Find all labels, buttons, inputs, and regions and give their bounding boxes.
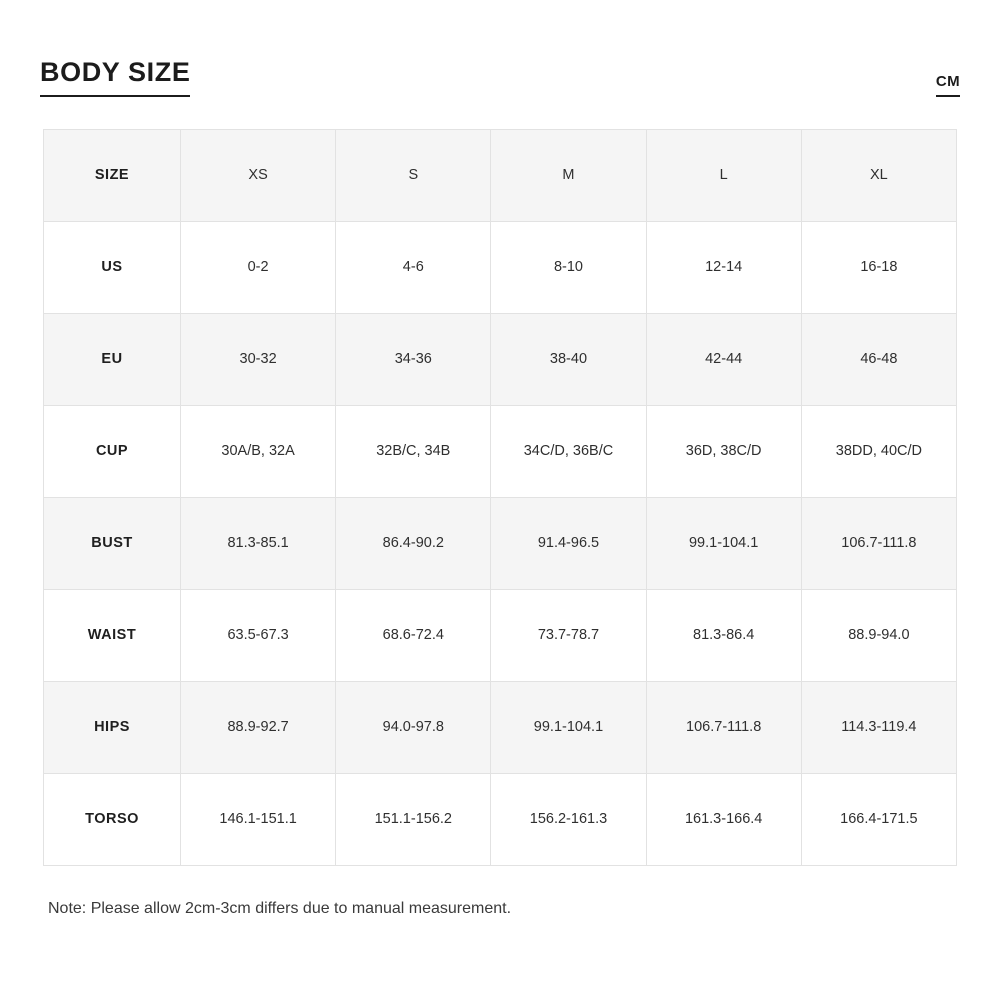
cell-bust-xl: 106.7-111.8 bbox=[801, 497, 956, 589]
table-row bbox=[44, 313, 957, 405]
column-header-xl: XL bbox=[801, 129, 956, 221]
table-body bbox=[44, 221, 957, 865]
row-label-hips: HIPS bbox=[44, 681, 181, 773]
cell-bust-s: 86.4-90.2 bbox=[336, 497, 491, 589]
cell-waist-m: 73.7-78.7 bbox=[491, 589, 646, 681]
cell-torso-m: 156.2-161.3 bbox=[491, 773, 646, 865]
table-row bbox=[44, 405, 957, 497]
table-row bbox=[44, 497, 957, 589]
column-header-s: S bbox=[336, 129, 491, 221]
cell-waist-s: 68.6-72.4 bbox=[336, 589, 491, 681]
size-table-container bbox=[38, 129, 962, 866]
table-row bbox=[44, 221, 957, 313]
row-label-cup: CUP bbox=[44, 405, 181, 497]
unit-label: CM bbox=[936, 74, 960, 97]
cell-cup-xl: 38DD, 40C/D bbox=[801, 405, 956, 497]
cell-torso-xs: 146.1-151.1 bbox=[181, 773, 336, 865]
column-header-l: L bbox=[646, 129, 801, 221]
cell-bust-m: 91.4-96.5 bbox=[491, 497, 646, 589]
body-size-table bbox=[43, 129, 957, 866]
cell-hips-s: 94.0-97.8 bbox=[336, 681, 491, 773]
table-row bbox=[44, 773, 957, 865]
cell-bust-l: 99.1-104.1 bbox=[646, 497, 801, 589]
cell-cup-l: 36D, 38C/D bbox=[646, 405, 801, 497]
cell-eu-m: 38-40 bbox=[491, 313, 646, 405]
cell-eu-l: 42-44 bbox=[646, 313, 801, 405]
table-header-row bbox=[44, 129, 957, 221]
cell-us-xl: 16-18 bbox=[801, 221, 956, 313]
cell-waist-l: 81.3-86.4 bbox=[646, 589, 801, 681]
cell-hips-l: 106.7-111.8 bbox=[646, 681, 801, 773]
column-header-m: M bbox=[491, 129, 646, 221]
cell-cup-m: 34C/D, 36B/C bbox=[491, 405, 646, 497]
measurement-note: Note: Please allow 2cm-3cm differs due to manual measurement. bbox=[48, 899, 512, 917]
column-header-xs: XS bbox=[181, 129, 336, 221]
cell-hips-xl: 114.3-119.4 bbox=[801, 681, 956, 773]
row-label-torso: TORSO bbox=[44, 773, 181, 865]
row-label-bust: BUST bbox=[44, 497, 181, 589]
cell-waist-xl: 88.9-94.0 bbox=[801, 589, 956, 681]
cell-hips-xs: 88.9-92.7 bbox=[181, 681, 336, 773]
cell-hips-m: 99.1-104.1 bbox=[491, 681, 646, 773]
cell-eu-xl: 46-48 bbox=[801, 313, 956, 405]
cell-eu-s: 34-36 bbox=[336, 313, 491, 405]
chart-header bbox=[38, 58, 962, 97]
cell-waist-xs: 63.5-67.3 bbox=[181, 589, 336, 681]
cell-bust-xs: 81.3-85.1 bbox=[181, 497, 336, 589]
cell-us-m: 8-10 bbox=[491, 221, 646, 313]
cell-cup-s: 32B/C, 34B bbox=[336, 405, 491, 497]
table-row bbox=[44, 589, 957, 681]
row-label-eu: EU bbox=[44, 313, 181, 405]
cell-eu-xs: 30-32 bbox=[181, 313, 336, 405]
cell-us-l: 12-14 bbox=[646, 221, 801, 313]
cell-torso-xl: 166.4-171.5 bbox=[801, 773, 956, 865]
row-label-us: US bbox=[44, 221, 181, 313]
table-row bbox=[44, 681, 957, 773]
page-title: BODY SIZE bbox=[40, 58, 190, 97]
cell-torso-l: 161.3-166.4 bbox=[646, 773, 801, 865]
cell-torso-s: 151.1-156.2 bbox=[336, 773, 491, 865]
table-head bbox=[44, 129, 957, 221]
cell-cup-xs: 30A/B, 32A bbox=[181, 405, 336, 497]
row-label-waist: WAIST bbox=[44, 589, 181, 681]
cell-us-s: 4-6 bbox=[336, 221, 491, 313]
cell-us-xs: 0-2 bbox=[181, 221, 336, 313]
column-header-size: SIZE bbox=[44, 129, 181, 221]
